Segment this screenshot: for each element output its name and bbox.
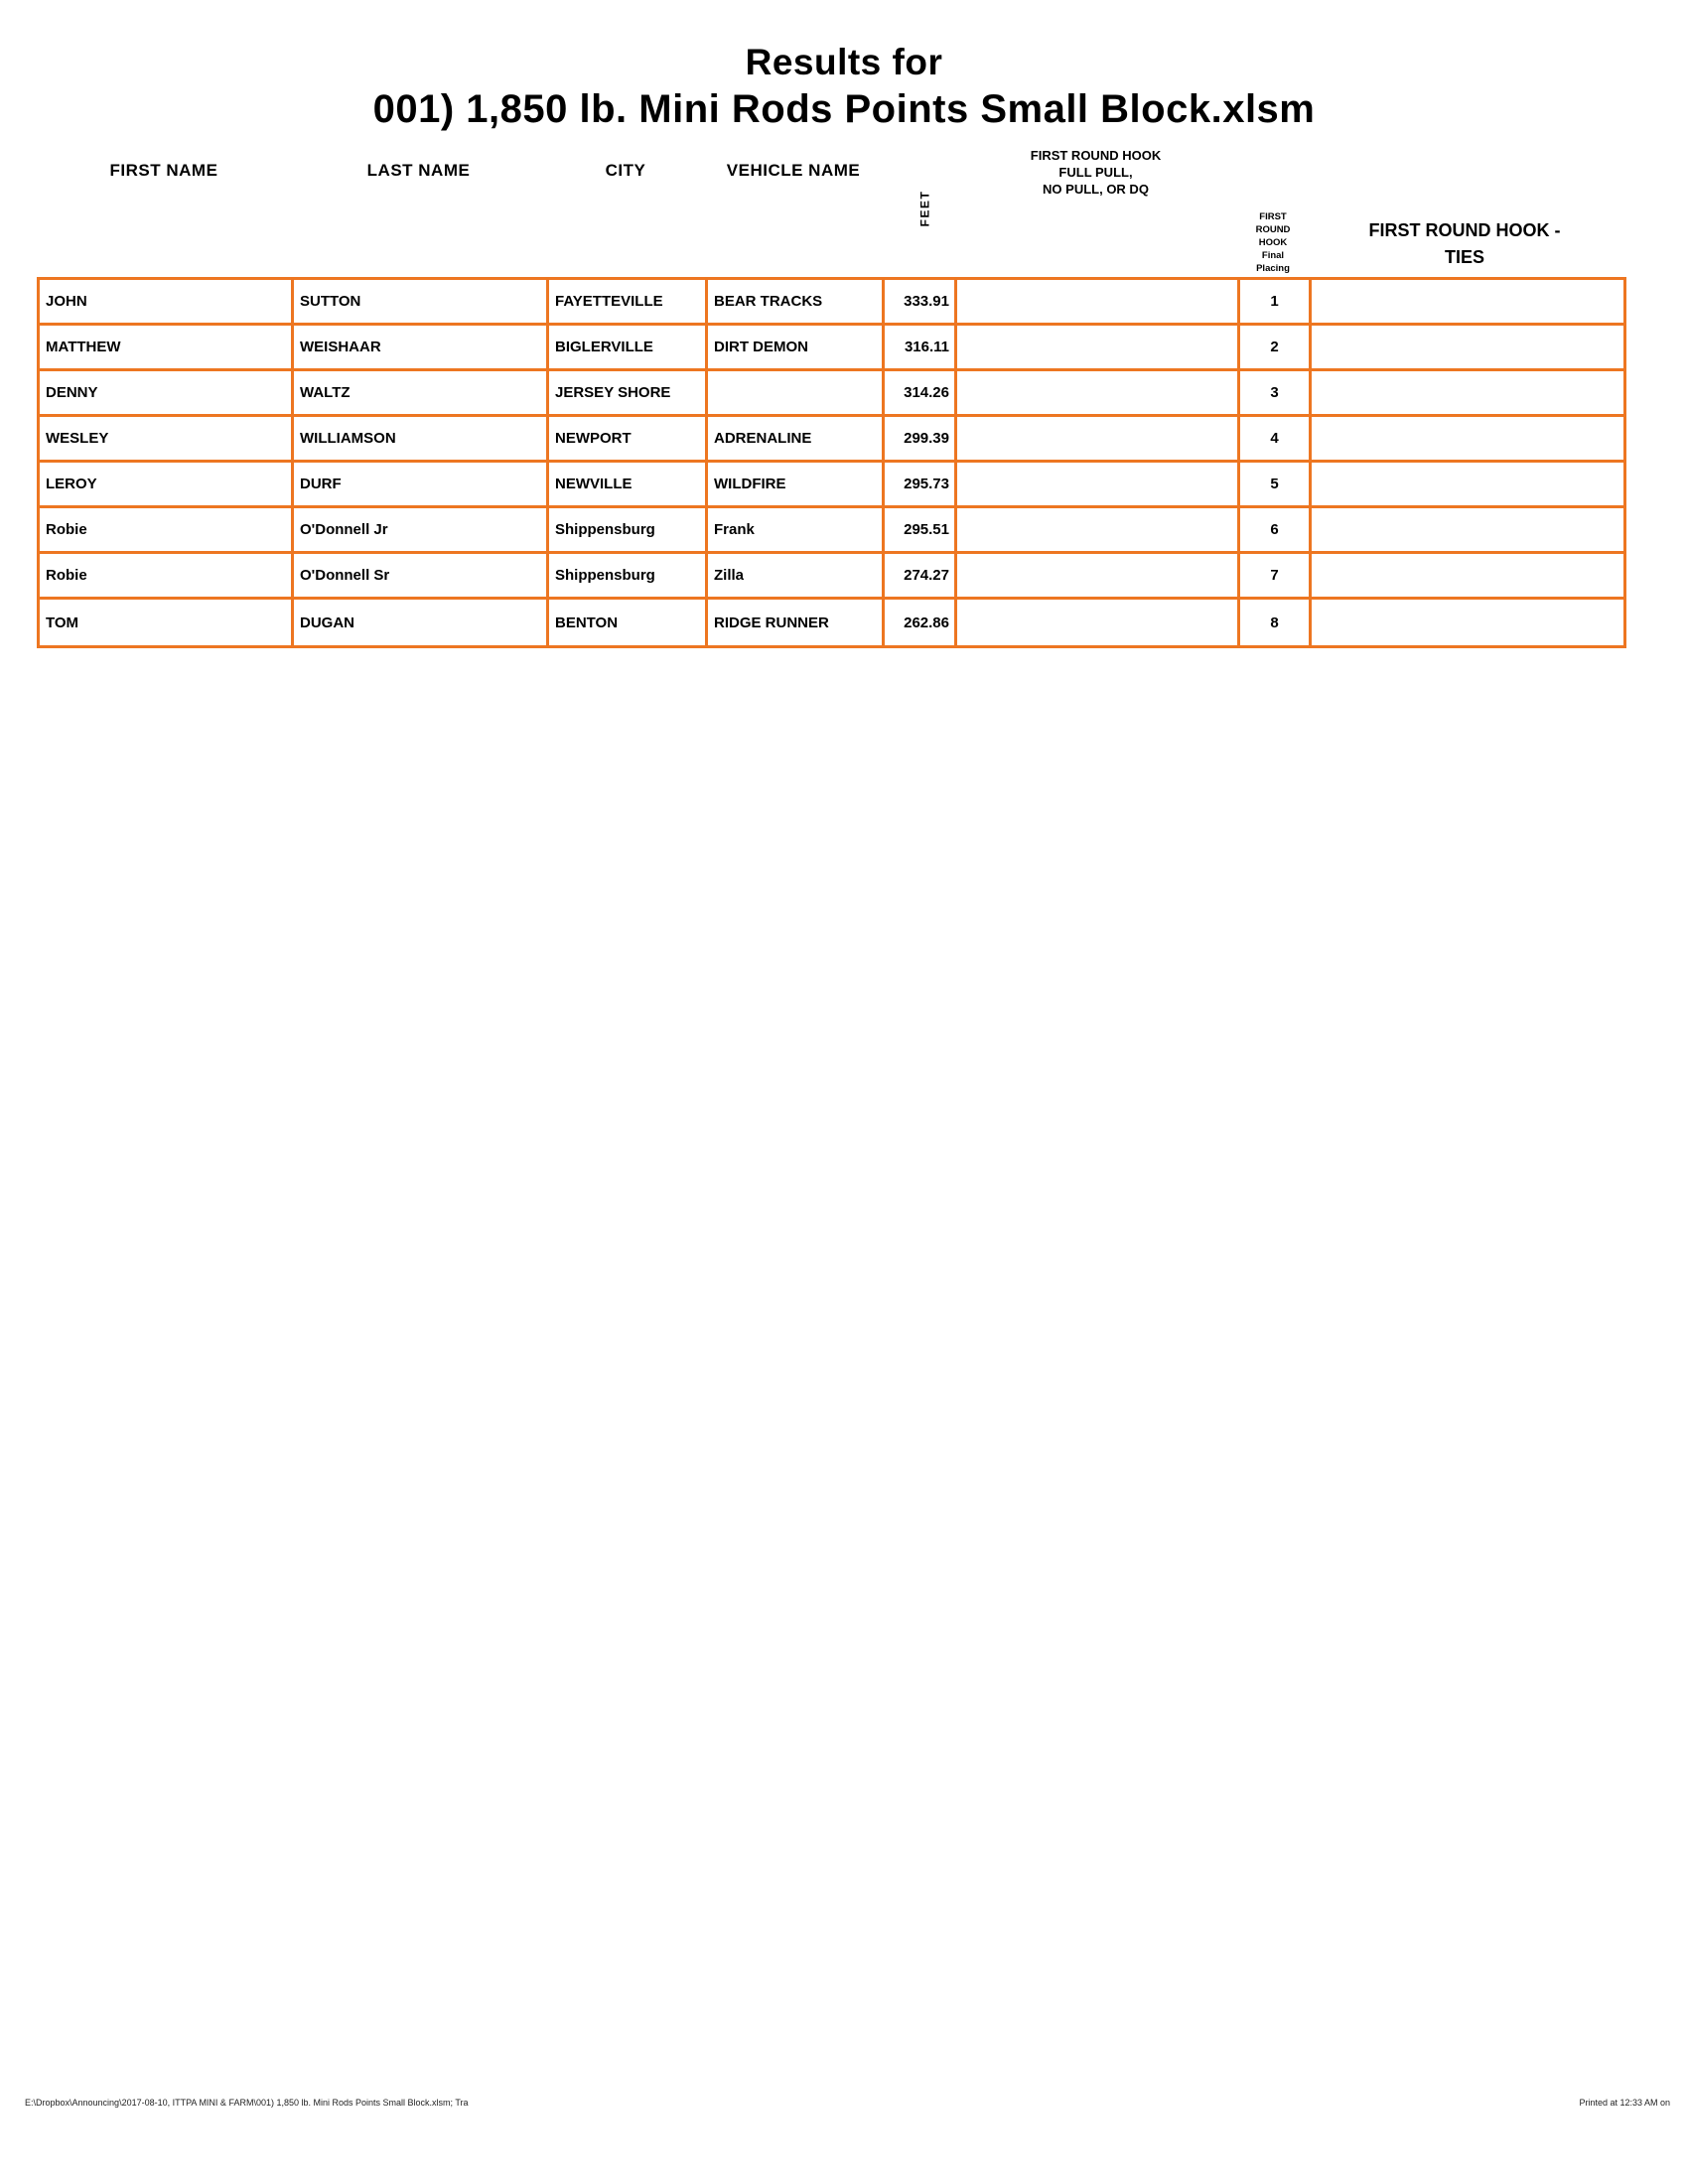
first-name-cell: DENNY (40, 371, 294, 417)
column-header-feet: FEET (917, 190, 932, 226)
first-name-cell: JOHN (40, 280, 294, 326)
placing-cell: 2 (1240, 326, 1312, 371)
feet-cell: 333.91 (885, 280, 957, 326)
city-cell: Shippensburg (549, 508, 708, 554)
ties-cell (1312, 508, 1623, 554)
vehicle-name-cell: BEAR TRACKS (708, 280, 885, 326)
column-header-first-name: FIRST NAME (109, 161, 218, 180)
hook-result-cell (957, 417, 1240, 463)
city-cell: NEWVILLE (549, 463, 708, 508)
placing-cell: 1 (1240, 280, 1312, 326)
hook-result-cell (957, 463, 1240, 508)
city-cell: JERSEY SHORE (549, 371, 708, 417)
vehicle-name-cell: DIRT DEMON (708, 326, 885, 371)
city-cell: BENTON (549, 600, 708, 645)
table-header-row (37, 139, 1620, 277)
column-header-city: CITY (605, 161, 646, 180)
results-table (37, 277, 1626, 648)
hook-result-cell (957, 554, 1240, 600)
last-name-cell: SUTTON (294, 280, 549, 326)
vehicle-name-cell (708, 371, 885, 417)
vehicle-name-cell: ADRENALINE (708, 417, 885, 463)
placing-cell: 4 (1240, 417, 1312, 463)
feet-cell: 314.26 (885, 371, 957, 417)
last-name-cell: O'Donnell Jr (294, 508, 549, 554)
hook-result-cell (957, 508, 1240, 554)
last-name-cell: WALTZ (294, 371, 549, 417)
feet-cell: 295.73 (885, 463, 957, 508)
column-header-final-placing: FIRST ROUND HOOK Final Placing (1255, 211, 1291, 274)
last-name-cell: DUGAN (294, 600, 549, 645)
feet-cell: 274.27 (885, 554, 957, 600)
first-name-cell: Robie (40, 508, 294, 554)
feet-cell: 295.51 (885, 508, 957, 554)
last-name-cell: WEISHAAR (294, 326, 549, 371)
feet-cell: 262.86 (885, 600, 957, 645)
ties-cell (1312, 600, 1623, 645)
city-cell: NEWPORT (549, 417, 708, 463)
hook-result-cell (957, 371, 1240, 417)
feet-cell: 316.11 (885, 326, 957, 371)
footer-printed-timestamp: Printed at 12:33 AM on (1579, 2098, 1670, 2108)
first-name-cell: WESLEY (40, 417, 294, 463)
last-name-cell: WILLIAMSON (294, 417, 549, 463)
ties-cell (1312, 280, 1623, 326)
column-header-vehicle-name: VEHICLE NAME (726, 161, 861, 180)
vehicle-name-cell: Zilla (708, 554, 885, 600)
column-header-first-round-hook-result: FIRST ROUND HOOK FULL PULL, NO PULL, OR DQ (1030, 148, 1162, 197)
ties-cell (1312, 417, 1623, 463)
placing-cell: 3 (1240, 371, 1312, 417)
feet-cell: 299.39 (885, 417, 957, 463)
first-name-cell: MATTHEW (40, 326, 294, 371)
page-title: Results for (745, 42, 943, 82)
city-cell: FAYETTEVILLE (549, 280, 708, 326)
first-name-cell: LEROY (40, 463, 294, 508)
last-name-cell: O'Donnell Sr (294, 554, 549, 600)
ties-cell (1312, 463, 1623, 508)
page-subtitle: 001) 1,850 lb. Mini Rods Points Small Block.xlsm (372, 87, 1316, 131)
city-cell: BIGLERVILLE (549, 326, 708, 371)
column-header-last-name: LAST NAME (366, 161, 471, 180)
hook-result-cell (957, 326, 1240, 371)
hook-result-cell (957, 600, 1240, 645)
vehicle-name-cell: Frank (708, 508, 885, 554)
column-header-first-round-hook-ties: FIRST ROUND HOOK - TIES (1368, 220, 1561, 267)
vehicle-name-cell: WILDFIRE (708, 463, 885, 508)
city-cell: Shippensburg (549, 554, 708, 600)
placing-cell: 8 (1240, 600, 1312, 645)
vehicle-name-cell: RIDGE RUNNER (708, 600, 885, 645)
placing-cell: 7 (1240, 554, 1312, 600)
ties-cell (1312, 326, 1623, 371)
ties-cell (1312, 554, 1623, 600)
hook-result-cell (957, 280, 1240, 326)
last-name-cell: DURF (294, 463, 549, 508)
first-name-cell: Robie (40, 554, 294, 600)
footer-file-path: E:\Dropbox\Announcing\2017-08-10, ITTPA MINI & FARM\001) 1,850 lb. Mini Rods Points Small Block.xlsm; Tra (25, 2098, 469, 2108)
placing-cell: 6 (1240, 508, 1312, 554)
first-name-cell: TOM (40, 600, 294, 645)
placing-cell: 5 (1240, 463, 1312, 508)
ties-cell (1312, 371, 1623, 417)
